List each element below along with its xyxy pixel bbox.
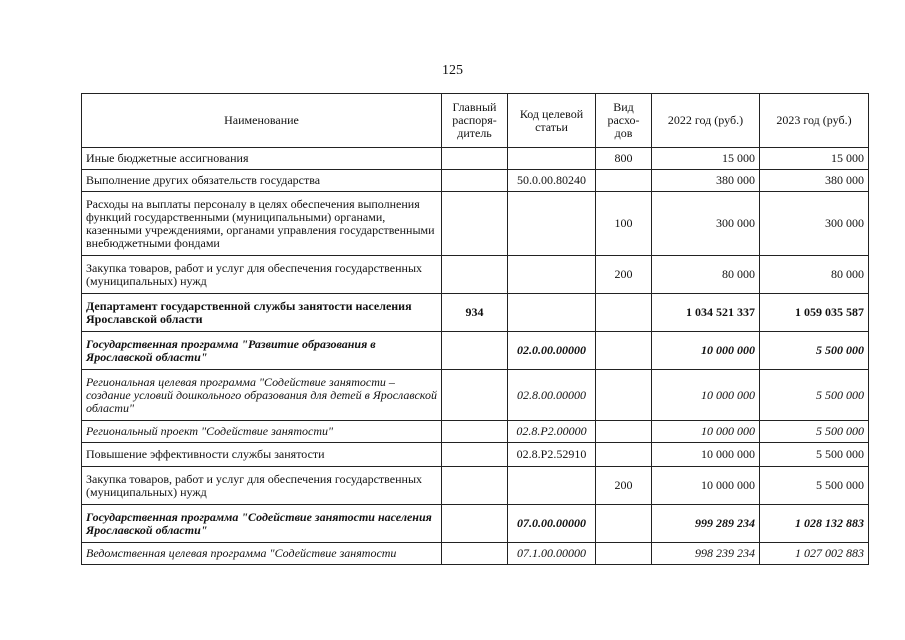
cell-glavny: 934 [442, 294, 508, 332]
header-vid: Вид расхо-дов [596, 94, 652, 148]
cell-name: Региональная целевая программа "Содействие занятости – создание условий дошкольного образования для детей в Ярославской области" [82, 370, 442, 421]
cell-glavny [442, 370, 508, 421]
cell-name: Закупка товаров, работ и услуг для обеспечения государственных (муниципальных) нужд [82, 467, 442, 505]
header-name: Наименование [82, 94, 442, 148]
cell-kod: 50.0.00.80240 [508, 170, 596, 192]
cell-2022: 998 239 234 [652, 543, 760, 565]
page-number: 125 [442, 63, 463, 78]
cell-vid [596, 370, 652, 421]
cell-vid: 800 [596, 148, 652, 170]
cell-name: Департамент государственной службы занятости населения Ярославской области [82, 294, 442, 332]
cell-name: Ведомственная целевая программа "Содействие занятости [82, 543, 442, 565]
cell-vid [596, 543, 652, 565]
cell-2022: 999 289 234 [652, 505, 760, 543]
budget-table [81, 93, 869, 565]
cell-2022: 1 034 521 337 [652, 294, 760, 332]
cell-vid: 200 [596, 467, 652, 505]
table-row [82, 332, 869, 370]
table-row [82, 170, 869, 192]
cell-name: Расходы на выплаты персоналу в целях обеспечения выполнения функций государственными (муниципальными) органами, казенными учреждениями, органами управления государственными внебюджетными фондами [82, 192, 442, 256]
cell-2023: 300 000 [760, 192, 869, 256]
header-glavny: Главный распоря-дитель [442, 94, 508, 148]
header-kod: Код целевой статьи [508, 94, 596, 148]
cell-glavny [442, 421, 508, 443]
cell-name: Государственная программа "Развитие образования в Ярославской области" [82, 332, 442, 370]
cell-glavny [442, 505, 508, 543]
cell-kod [508, 256, 596, 294]
cell-vid [596, 170, 652, 192]
cell-2022: 10 000 000 [652, 467, 760, 505]
table-header-row [82, 94, 869, 148]
header-2022: 2022 год (руб.) [652, 94, 760, 148]
cell-2023: 1 028 132 883 [760, 505, 869, 543]
cell-2022: 10 000 000 [652, 332, 760, 370]
cell-name: Повышение эффективности службы занятости [82, 443, 442, 467]
table-row [82, 256, 869, 294]
cell-kod: 07.0.00.00000 [508, 505, 596, 543]
cell-2022: 300 000 [652, 192, 760, 256]
table-row [82, 443, 869, 467]
table-row [82, 148, 869, 170]
table-row [82, 505, 869, 543]
cell-2023: 5 500 000 [760, 421, 869, 443]
cell-name: Выполнение других обязательств государства [82, 170, 442, 192]
cell-kod [508, 148, 596, 170]
cell-2023: 5 500 000 [760, 443, 869, 467]
cell-2023: 380 000 [760, 170, 869, 192]
cell-glavny [442, 443, 508, 467]
cell-glavny [442, 192, 508, 256]
cell-2023: 5 500 000 [760, 332, 869, 370]
cell-vid [596, 505, 652, 543]
cell-vid [596, 421, 652, 443]
cell-vid [596, 332, 652, 370]
cell-2022: 380 000 [652, 170, 760, 192]
cell-glavny [442, 332, 508, 370]
cell-glavny [442, 148, 508, 170]
cell-name: Иные бюджетные ассигнования [82, 148, 442, 170]
cell-vid: 200 [596, 256, 652, 294]
cell-kod: 02.8.00.00000 [508, 370, 596, 421]
cell-kod: 02.8.P2.52910 [508, 443, 596, 467]
cell-name: Региональный проект "Содействие занятости" [82, 421, 442, 443]
cell-glavny [442, 256, 508, 294]
table-row [82, 294, 869, 332]
cell-name: Закупка товаров, работ и услуг для обеспечения государственных (муниципальных) нужд [82, 256, 442, 294]
cell-kod [508, 294, 596, 332]
cell-2023: 1 059 035 587 [760, 294, 869, 332]
cell-2023: 1 027 002 883 [760, 543, 869, 565]
cell-vid [596, 443, 652, 467]
cell-kod [508, 467, 596, 505]
cell-kod: 02.0.00.00000 [508, 332, 596, 370]
cell-2022: 15 000 [652, 148, 760, 170]
cell-2022: 10 000 000 [652, 421, 760, 443]
cell-kod: 07.1.00.00000 [508, 543, 596, 565]
cell-glavny [442, 543, 508, 565]
cell-2023: 5 500 000 [760, 370, 869, 421]
cell-kod [508, 192, 596, 256]
cell-glavny [442, 170, 508, 192]
cell-2023: 15 000 [760, 148, 869, 170]
cell-vid: 100 [596, 192, 652, 256]
header-2023: 2023 год (руб.) [760, 94, 869, 148]
table-row [82, 370, 869, 421]
cell-2022: 10 000 000 [652, 370, 760, 421]
cell-2022: 10 000 000 [652, 443, 760, 467]
table-row [82, 543, 869, 565]
cell-2023: 80 000 [760, 256, 869, 294]
cell-vid [596, 294, 652, 332]
table-row [82, 192, 869, 256]
cell-2022: 80 000 [652, 256, 760, 294]
cell-name: Государственная программа "Содействие занятости населения Ярославской области" [82, 505, 442, 543]
table-row [82, 421, 869, 443]
cell-2023: 5 500 000 [760, 467, 869, 505]
table-row [82, 467, 869, 505]
cell-glavny [442, 467, 508, 505]
cell-kod: 02.8.P2.00000 [508, 421, 596, 443]
